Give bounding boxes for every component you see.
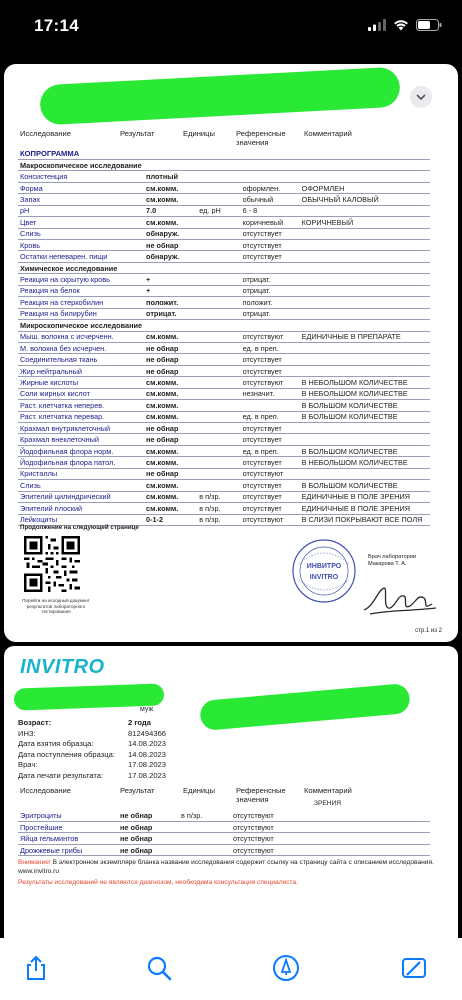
table-cell: см.комм. [144, 445, 197, 456]
table-row [18, 285, 430, 296]
table-cell [197, 388, 240, 399]
table-cell [197, 320, 240, 331]
table-cell: отсутствуют [231, 821, 297, 832]
table-cell [197, 468, 240, 479]
table-row [18, 148, 430, 159]
document-page-1 [4, 64, 458, 642]
table-row [18, 251, 430, 262]
table-cell [197, 171, 240, 182]
signal-icon [368, 19, 386, 31]
table-row [18, 810, 430, 821]
table-cell: см.комм. [144, 194, 197, 205]
table-cell: см.комм. [144, 503, 197, 514]
table-cell: отсутствуют [231, 844, 297, 855]
table-cell: отсутствует [241, 503, 300, 514]
table-cell [197, 342, 240, 353]
table-cell: не обнар [144, 434, 197, 445]
table-row [18, 400, 430, 411]
table-cell: Реакция на скрытую кровь [18, 274, 144, 285]
table-cell: М. волокна без исчерчен. [18, 342, 144, 353]
table-cell: отсутствуют [241, 377, 300, 388]
column-header-result: Результат [120, 786, 155, 795]
bottom-toolbar [0, 938, 462, 1000]
table-cell: не обнар [144, 365, 197, 376]
table-cell [197, 285, 240, 296]
table-row [18, 171, 430, 182]
table-row [18, 240, 430, 251]
table-cell: незначит. [241, 388, 300, 399]
invitro-logo: INVITRO [20, 656, 105, 678]
table-row [18, 844, 430, 855]
table-cell [300, 262, 430, 273]
table-cell: отсутствуют [241, 331, 300, 342]
table-row [18, 411, 430, 422]
table-cell: ЕДИНИЧНЫЕ В ПРЕПАРАТЕ [300, 331, 430, 342]
table-cell [197, 308, 240, 319]
column-header-comment: Комментарий [304, 786, 352, 795]
table-cell: В НЕБОЛЬШОМ КОЛИЧЕСТВЕ [300, 377, 430, 388]
info-row [18, 728, 167, 738]
table-cell: + [144, 274, 197, 285]
table-row [18, 480, 430, 491]
table-cell [241, 159, 300, 170]
table-cell [300, 251, 430, 262]
table-cell: см.комм. [144, 457, 197, 468]
table-cell: плотный [144, 171, 197, 182]
table-cell [300, 320, 430, 331]
table-cell: не обнар [144, 354, 197, 365]
table-cell: Дрожжевые грибы [18, 844, 118, 855]
table-cell: Яйца гельминтов [18, 833, 118, 844]
table-cell: Слизь [18, 228, 144, 239]
column-header-comment: Комментарий [304, 129, 352, 138]
table-cell: Химическое исследование [18, 262, 144, 273]
table-row [18, 434, 430, 445]
continuation-note: Продолжение на следующей странице [20, 524, 139, 531]
table-cell [300, 285, 430, 296]
info-value: 14.08.2023 [128, 749, 167, 759]
table-cell: отсутствует [241, 434, 300, 445]
table-cell: см.комм. [144, 377, 197, 388]
info-label: ИНЗ: [18, 728, 36, 738]
table-cell [300, 423, 430, 434]
column-header-reference: Референсные значения [236, 786, 286, 804]
table-row [18, 182, 430, 193]
table-cell: Йодофильная флора патол. [18, 457, 144, 468]
table-row [18, 423, 430, 434]
table-row [18, 297, 430, 308]
table-cell: в п/зр. [179, 810, 231, 821]
doctor-block [368, 554, 416, 568]
table-cell: не обнар [118, 844, 179, 855]
results-table-page-2 [18, 810, 430, 856]
table-cell [197, 148, 240, 159]
table-cell: Крахмал внеклеточный [18, 434, 144, 445]
info-label: Дата поступления образца: [18, 749, 115, 759]
lab-stamp [291, 538, 357, 604]
table-cell: Форма [18, 182, 144, 193]
table-cell: отрицат. [241, 308, 300, 319]
table-cell: Эритроциты [18, 810, 118, 821]
table-cell: Реакция на билирубин [18, 308, 144, 319]
table-cell [300, 148, 430, 159]
info-row [18, 760, 167, 770]
table-cell [241, 400, 300, 411]
table-cell: Жир нейтральный [18, 365, 144, 376]
table-cell [241, 171, 300, 182]
table-cell [300, 308, 430, 319]
results-table-page-1 [18, 148, 430, 526]
table-cell [197, 297, 240, 308]
table-cell: отсутствуют [231, 810, 297, 821]
table-cell: В НЕБОЛЬШОМ КОЛИЧЕСТВЕ [300, 388, 430, 399]
table-cell: Лейкоциты [18, 514, 144, 525]
table-cell: КОРИЧНЕВЫЙ [300, 217, 430, 228]
table-row [18, 262, 430, 273]
table-row [18, 228, 430, 239]
table-row [18, 821, 430, 832]
table-cell [197, 274, 240, 285]
table-cell: в п/зр. [197, 503, 240, 514]
info-label: Возраст: [18, 718, 52, 727]
table-cell [197, 251, 240, 262]
disclaimer: Результаты исследований не являются диагнозом, необходима консультация специалиста. [18, 879, 298, 886]
table-cell: отсутствует [241, 240, 300, 251]
table-cell: ЕДИНИЧНЫЕ В ПОЛЕ ЗРЕНИЯ [300, 503, 430, 514]
table-cell [144, 159, 197, 170]
table-cell: в п/зр. [197, 514, 240, 525]
table-cell [144, 320, 197, 331]
table-cell: Цвет [18, 217, 144, 228]
info-row [18, 771, 167, 780]
table-cell: см.комм. [144, 331, 197, 342]
table-cell: отсутствует [241, 365, 300, 376]
info-value: 17.08.2023 [128, 771, 167, 780]
table-cell: оформлен. [241, 182, 300, 193]
table-row [18, 217, 430, 228]
table-cell: не обнар [118, 833, 179, 844]
table-cell: Соли жирных кислот [18, 388, 144, 399]
table-cell: не обнар [144, 468, 197, 479]
sex-fragment: муж [140, 706, 154, 713]
table-cell: ед. в преп. [241, 342, 300, 353]
table-row [18, 194, 430, 205]
table-cell: Слизь [18, 480, 144, 491]
table-row [18, 342, 430, 353]
table-cell: отсутствует [241, 480, 300, 491]
chevron-down-icon [416, 94, 426, 100]
table-cell: см.комм. [144, 217, 197, 228]
table-cell [297, 821, 430, 832]
status-time: 17:14 [34, 16, 79, 35]
table-cell: не обнар [118, 821, 179, 832]
table-cell: см.комм. [144, 388, 197, 399]
table-cell: отрицат. [241, 274, 300, 285]
table-cell: Жирные кислоты [18, 377, 144, 388]
table-cell: положит. [241, 297, 300, 308]
table-cell [144, 262, 197, 273]
signature [360, 580, 440, 620]
table-cell [300, 468, 430, 479]
table-row [18, 503, 430, 514]
table-cell [197, 182, 240, 193]
table-cell: Остатки непеварен. пищи [18, 251, 144, 262]
table-cell: обнаруж. [144, 228, 197, 239]
table-cell: отсутствуют [241, 468, 300, 479]
info-value: 2 года [128, 718, 151, 727]
column-header-test: Исследование [20, 786, 72, 795]
table-cell [197, 445, 240, 456]
table-cell: не обнар [144, 240, 197, 251]
table-cell: Соединительная ткань [18, 354, 144, 365]
table-row [18, 320, 430, 331]
doctor-role: Врач лаборатории [368, 554, 417, 560]
table-cell [300, 240, 430, 251]
info-label: Дата печати результата: [18, 771, 104, 780]
table-cell: В НЕБОЛЬШОМ КОЛИЧЕСТВЕ [300, 457, 430, 468]
info-row [18, 739, 167, 749]
table-cell [197, 400, 240, 411]
column-header-units: Единицы [183, 129, 215, 138]
table-cell [300, 205, 430, 216]
edit-icon[interactable] [400, 954, 428, 982]
table-cell: В БОЛЬШОМ КОЛИЧЕСТВЕ [300, 400, 430, 411]
table-cell: не обнар [118, 810, 179, 821]
info-row [18, 718, 151, 727]
table-cell: Раст. клетчатка неперев. [18, 400, 144, 411]
status-icons [368, 19, 442, 31]
table-cell: отсутствует [241, 423, 300, 434]
markup-icon[interactable] [272, 954, 300, 982]
table-cell: 7.0 [144, 205, 197, 216]
table-cell: отсутствует [241, 457, 300, 468]
table-cell: отсутствуют [241, 514, 300, 525]
table-cell: Кровь [18, 240, 144, 251]
table-cell: отрицат. [241, 285, 300, 296]
table-cell: отсутствует [241, 354, 300, 365]
info-row [18, 749, 167, 759]
info-label: Врач: [18, 760, 38, 770]
table-cell: Эпителий плоский [18, 503, 144, 514]
table-cell: КОПРОГРАММА [18, 148, 144, 159]
table-cell [197, 217, 240, 228]
table-cell: ЕДИНИЧНЫЕ В ПОЛЕ ЗРЕНИЯ [300, 491, 430, 502]
stamp-text-en: INVITRO [309, 574, 339, 581]
table-cell: В СЛИЗИ ПОКРЫВАЮТ ВСЕ ПОЛЯ [300, 514, 430, 525]
column-header-reference: Референсные значения [236, 129, 286, 147]
table-cell: ед. в преп. [241, 445, 300, 456]
battery-icon [416, 19, 442, 31]
table-cell: ед. pH [197, 205, 240, 216]
qr-caption: Перейти на исходный документ результатов лабораторного тестирования [22, 598, 90, 615]
notice-prefix: Внимание! [18, 859, 51, 866]
redaction [199, 683, 411, 731]
table-cell: Кристаллы [18, 468, 144, 479]
table-cell [144, 148, 197, 159]
table-cell [300, 228, 430, 239]
info-value: 17.08.2023 [128, 760, 167, 770]
table-cell [300, 297, 430, 308]
table-cell: Йодофильная флора норм. [18, 445, 144, 456]
column-header-units: Единицы [183, 786, 215, 795]
table-cell: Макроскопическое исследование [18, 159, 144, 170]
table-row [18, 491, 430, 502]
table-cell: ОБЫЧНЫЙ КАЛОВЫЙ [300, 194, 430, 205]
table-cell [300, 171, 430, 182]
doctor-name: Макарова Т. А. [368, 561, 407, 567]
table-cell: 0-1-2 [144, 514, 197, 525]
table-cell [241, 262, 300, 273]
table-cell: см.комм. [144, 182, 197, 193]
table-cell: коричневый [241, 217, 300, 228]
info-value: 812494366 [128, 728, 167, 738]
table-cell [197, 411, 240, 422]
table-cell [179, 844, 231, 855]
table-row [18, 445, 430, 456]
table-cell: В БОЛЬШОМ КОЛИЧЕСТВЕ [300, 480, 430, 491]
table-cell: ед. в преп. [241, 411, 300, 422]
table-cell: Раст. клетчатка перевар. [18, 411, 144, 422]
table-cell: + [144, 285, 197, 296]
table-cell: Консистенция [18, 171, 144, 182]
info-label: Дата взятия образца: [18, 739, 94, 749]
table-row [18, 365, 430, 376]
table-cell [241, 148, 300, 159]
table-cell: Мыш. волокна с исчерченн. [18, 331, 144, 342]
table-cell: Эпителий цилиндрический [18, 491, 144, 502]
table-cell: не обнар [144, 423, 197, 434]
table-cell: ОФОРМЛЕН [300, 182, 430, 193]
search-icon[interactable] [145, 954, 173, 982]
table-cell: Реакция на стеркобилин [18, 297, 144, 308]
table-cell: отсутствует [241, 228, 300, 239]
info-value: 14.08.2023 [128, 739, 167, 749]
table-cell: отсутствуют [231, 833, 297, 844]
table-row [18, 354, 430, 365]
table-row [18, 388, 430, 399]
table-row [18, 468, 430, 479]
table-cell: Запах [18, 194, 144, 205]
table-cell [300, 342, 430, 353]
table-cell [300, 354, 430, 365]
table-row [18, 159, 430, 170]
stamp-text-ru: ИНВИТРО [306, 563, 342, 570]
table-cell [300, 159, 430, 170]
table-cell: положит. [144, 297, 197, 308]
table-cell: обычный [241, 194, 300, 205]
table-row [18, 308, 430, 319]
table-cell [241, 320, 300, 331]
table-cell: Простейшие [18, 821, 118, 832]
table-cell: не обнар [144, 342, 197, 353]
table-cell: в п/зр. [197, 491, 240, 502]
table-cell: В БОЛЬШОМ КОЛИЧЕСТВЕ [300, 445, 430, 456]
status-bar [0, 0, 462, 58]
table-row [18, 274, 430, 285]
table-row [18, 205, 430, 216]
table-cell: см.комм. [144, 400, 197, 411]
table-cell [179, 833, 231, 844]
table-row [18, 457, 430, 468]
table-cell: Крахмал внутриклеточный [18, 423, 144, 434]
table-cell: обнаруж. [144, 251, 197, 262]
column-header-result: Результат [120, 129, 155, 138]
carry-over-comment: ЗРЕНИЯ [314, 800, 342, 807]
table-cell: Реакция на белок [18, 285, 144, 296]
table-cell: см.комм. [144, 411, 197, 422]
table-cell: см.комм. [144, 480, 197, 491]
table-cell [197, 194, 240, 205]
column-header-test: Исследование [20, 129, 72, 138]
table-cell [300, 365, 430, 376]
table-cell [297, 833, 430, 844]
table-cell [300, 274, 430, 285]
table-cell [197, 377, 240, 388]
table-cell [300, 434, 430, 445]
table-row [18, 377, 430, 388]
qr-code[interactable] [24, 536, 80, 592]
notice-text: В электронном экземпляре бланка название исследования содержит ссылку на страницу сайта с описанием исследования. www.invitro.ru [18, 859, 434, 875]
table-row [18, 833, 430, 844]
table-cell: отрицат. [144, 308, 197, 319]
table-cell: см.комм. [144, 491, 197, 502]
table-cell [197, 240, 240, 251]
table-cell [197, 228, 240, 239]
page-number: стр.1 из 2 [415, 628, 442, 634]
table-cell [179, 821, 231, 832]
document-page-2 [4, 646, 458, 938]
table-cell: pH [18, 205, 144, 216]
table-cell [197, 457, 240, 468]
table-cell: отсутствует [241, 251, 300, 262]
table-cell: В БОЛЬШОМ КОЛИЧЕСТВЕ [300, 411, 430, 422]
table-cell [197, 262, 240, 273]
table-cell: отсутствует [241, 491, 300, 502]
table-cell: 6 - 8 [241, 205, 300, 216]
table-cell: Микроскопическое исследование [20, 320, 143, 330]
table-cell [197, 423, 240, 434]
table-cell [197, 480, 240, 491]
share-icon[interactable] [22, 954, 50, 982]
redaction [39, 67, 401, 126]
table-cell [197, 365, 240, 376]
table-cell [197, 354, 240, 365]
notice [18, 858, 438, 876]
table-cell [197, 159, 240, 170]
table-row [18, 331, 430, 342]
table-cell [197, 331, 240, 342]
table-cell [297, 810, 430, 821]
table-cell [297, 844, 430, 855]
table-cell [197, 434, 240, 445]
more-button[interactable] [410, 86, 432, 108]
wifi-icon [393, 19, 409, 31]
